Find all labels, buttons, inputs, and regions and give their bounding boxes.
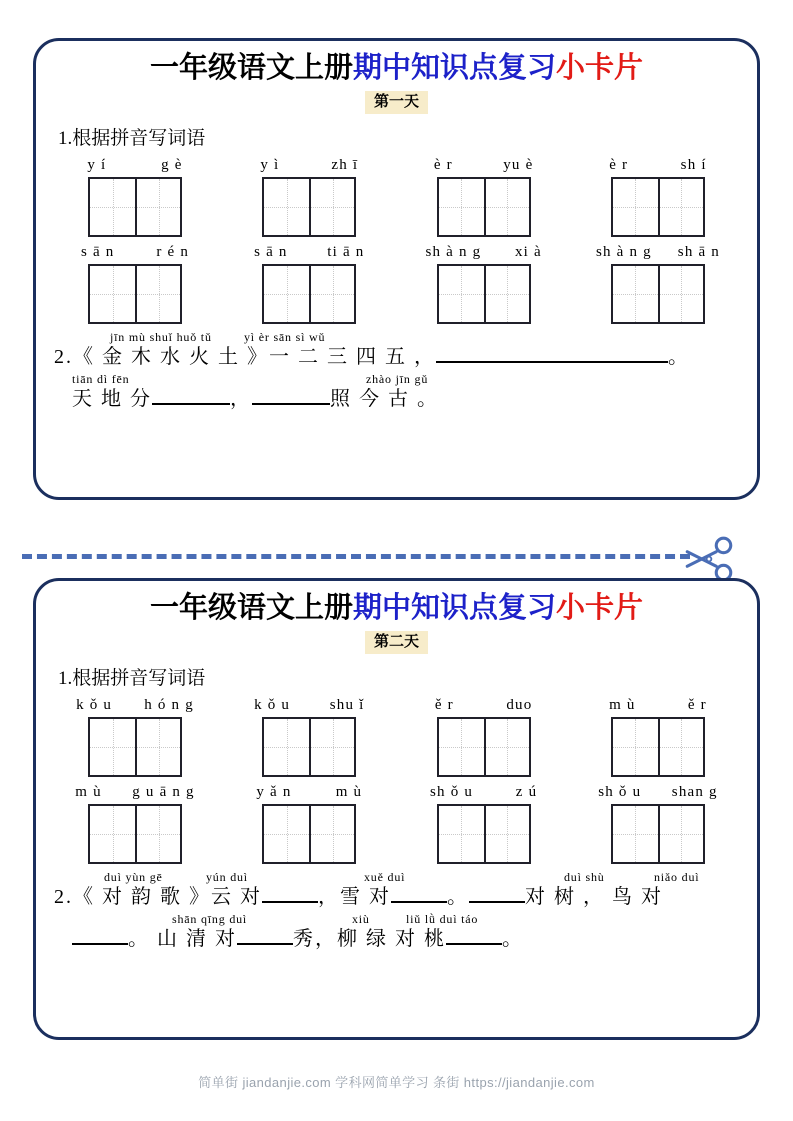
grid-cell[interactable]	[90, 806, 135, 862]
grid-cell[interactable]	[613, 806, 658, 862]
pinyin-pair	[409, 244, 559, 261]
character-grid[interactable]	[262, 177, 356, 237]
ruby-text: xuě duì	[364, 870, 406, 885]
grid-cell[interactable]	[135, 719, 180, 775]
sentence-line	[54, 330, 739, 370]
grid-cell[interactable]	[264, 719, 309, 775]
question-1-heading: 1.根据拼音写词语	[58, 668, 206, 690]
pinyin-pair	[409, 157, 559, 174]
sentence-segment: ，	[230, 388, 252, 411]
pinyin-pair	[234, 784, 384, 801]
title-red-segment: 小卡片	[556, 592, 644, 624]
card-title	[36, 592, 757, 625]
character-grid[interactable]	[88, 177, 182, 237]
grid-cell[interactable]	[90, 266, 135, 322]
pinyin-syllable: yu è	[503, 157, 534, 174]
pinyin-pair	[60, 784, 210, 801]
pinyin-pair	[583, 157, 733, 174]
answer-blank[interactable]	[252, 403, 330, 405]
grid-cell[interactable]	[309, 266, 354, 322]
pinyin-syllable: xi à	[514, 244, 542, 261]
ruby-line	[54, 870, 739, 885]
pinyin-syllable: duo	[506, 697, 533, 714]
word-block	[234, 244, 384, 324]
ruby-text: yún duì	[206, 870, 248, 885]
pinyin-syllable: shu ǐ	[329, 697, 365, 714]
day-badge: 第一天	[365, 91, 428, 114]
word-grid-row-2	[60, 777, 733, 864]
pinyin-pair	[583, 697, 733, 714]
ruby-text: tiān dì fēn	[72, 372, 130, 387]
pinyin-syllable: shan g	[671, 784, 718, 801]
character-grid[interactable]	[262, 804, 356, 864]
word-grid-row-2	[60, 237, 733, 324]
dashed-cut-line	[22, 554, 690, 559]
word-block	[234, 697, 384, 777]
grid-cell[interactable]	[484, 719, 529, 775]
ruby-text: zhào jīn gǔ	[366, 372, 429, 387]
grid-cell[interactable]	[658, 179, 703, 235]
character-grid[interactable]	[88, 717, 182, 777]
pinyin-syllable: ě r	[434, 697, 454, 714]
word-block	[60, 784, 210, 864]
grid-cell[interactable]	[309, 179, 354, 235]
ruby-text: xiù	[352, 912, 370, 927]
word-block	[60, 697, 210, 777]
grid-cell[interactable]	[264, 266, 309, 322]
grid-cell[interactable]	[613, 266, 658, 322]
sentence-text	[54, 387, 739, 412]
ruby-text: duì shù	[564, 870, 605, 885]
word-block	[583, 697, 733, 777]
grid-cell[interactable]	[658, 806, 703, 862]
grid-cell[interactable]	[658, 719, 703, 775]
pinyin-syllable: h ó n g	[144, 697, 194, 714]
pinyin-pair	[583, 244, 733, 261]
character-grid[interactable]	[437, 717, 531, 777]
answer-blank[interactable]	[391, 901, 447, 903]
sentence-segment: 天 地 分	[72, 388, 152, 411]
sentence-segment: ，雪 对	[318, 886, 391, 909]
pinyin-syllable: m ù	[609, 697, 636, 714]
character-grid[interactable]	[262, 264, 356, 324]
answer-blank[interactable]	[237, 943, 293, 945]
word-block	[409, 157, 559, 237]
ruby-text: jīn mù shuǐ huǒ tǔ	[110, 330, 212, 345]
question-2-block	[54, 330, 739, 412]
sentence-segment: 。	[447, 886, 469, 909]
pinyin-syllable: m ù	[75, 784, 102, 801]
answer-blank[interactable]	[72, 943, 128, 945]
word-block	[234, 157, 384, 237]
answer-blank[interactable]	[436, 361, 668, 363]
grid-cell[interactable]	[309, 806, 354, 862]
grid-cell[interactable]	[439, 719, 484, 775]
word-block	[60, 157, 210, 237]
title-black-segment: 一年级语文上册	[149, 52, 353, 84]
grid-cell[interactable]	[264, 806, 309, 862]
pinyin-syllable: sh ǒ u	[598, 784, 642, 801]
pinyin-syllable: m ù	[335, 784, 363, 801]
pinyin-pair	[234, 157, 384, 174]
grid-cell[interactable]	[135, 266, 180, 322]
sentence-segment: 。 山 清 对	[128, 928, 237, 951]
title-red-segment: 小卡片	[556, 52, 644, 84]
pinyin-pair	[409, 697, 559, 714]
character-grid[interactable]	[437, 804, 531, 864]
character-grid[interactable]	[611, 804, 705, 864]
grid-cell[interactable]	[90, 179, 135, 235]
character-grid[interactable]	[611, 177, 705, 237]
grid-cell[interactable]	[484, 266, 529, 322]
word-block	[409, 697, 559, 777]
character-grid[interactable]	[437, 177, 531, 237]
grid-cell[interactable]	[90, 719, 135, 775]
character-grid[interactable]	[611, 717, 705, 777]
subtitle-container	[36, 91, 757, 114]
question-1-heading: 1.根据拼音写词语	[58, 128, 206, 150]
grid-cell[interactable]	[484, 806, 529, 862]
sentence-text	[54, 927, 739, 952]
pinyin-pair	[60, 697, 210, 714]
pinyin-syllable: k ǒ u	[76, 697, 113, 714]
ruby-line	[54, 912, 739, 927]
word-block	[60, 244, 210, 324]
word-block	[234, 784, 384, 864]
pinyin-syllable: z ú	[515, 784, 538, 801]
answer-blank[interactable]	[262, 901, 318, 903]
sentence-segment: 2.《 金 木 水 火 土 》一 二 三 四 五 ，	[54, 346, 436, 369]
ruby-text: shān qīng duì	[172, 912, 248, 927]
word-block	[583, 784, 733, 864]
word-grid-row-1	[60, 690, 733, 777]
pinyin-syllable: g è	[161, 157, 183, 174]
grid-cell[interactable]	[264, 179, 309, 235]
pinyin-syllable: y í	[87, 157, 107, 174]
grid-cell[interactable]	[439, 179, 484, 235]
pinyin-pair	[60, 157, 210, 174]
grid-cell[interactable]	[613, 719, 658, 775]
sentence-text	[54, 345, 739, 370]
sentence-segment: 对 树 ， 鸟 对	[525, 886, 663, 909]
subtitle-container	[36, 631, 757, 654]
pinyin-syllable: zh ī	[331, 157, 359, 174]
question-2-block	[54, 870, 739, 952]
sentence-text	[54, 885, 739, 910]
word-block	[583, 244, 733, 324]
sentence-line	[54, 912, 739, 952]
pinyin-syllable: è r	[433, 157, 453, 174]
grid-cell[interactable]	[658, 266, 703, 322]
worksheet-card-day-one	[33, 38, 760, 500]
grid-cell[interactable]	[439, 806, 484, 862]
sentence-segment: 2.《 对 韵 歌 》云 对	[54, 886, 262, 909]
answer-blank[interactable]	[152, 403, 230, 405]
sentence-segment: 照 今 古 。	[330, 388, 439, 411]
character-grid[interactable]	[88, 264, 182, 324]
grid-cell[interactable]	[135, 806, 180, 862]
word-block	[409, 784, 559, 864]
pinyin-syllable: r é n	[156, 244, 190, 261]
pinyin-pair	[60, 244, 210, 261]
grid-cell[interactable]	[309, 719, 354, 775]
character-grid[interactable]	[437, 264, 531, 324]
pinyin-syllable: sh à n g	[425, 244, 482, 261]
cut-divider	[22, 536, 732, 580]
ruby-text: niǎo duì	[654, 870, 700, 885]
character-grid[interactable]	[88, 804, 182, 864]
sentence-line	[54, 372, 739, 412]
answer-blank[interactable]	[469, 901, 525, 903]
pinyin-syllable: ti ā n	[327, 244, 365, 261]
pinyin-syllable: k ǒ u	[254, 697, 291, 714]
answer-blank[interactable]	[446, 943, 502, 945]
ruby-text: duì yùn gē	[104, 870, 163, 885]
ruby-text: liǔ lǜ duì táo	[406, 912, 479, 927]
character-grid[interactable]	[262, 717, 356, 777]
ruby-text: yì èr sān sì wǔ	[244, 330, 326, 345]
pinyin-syllable: sh ǒ u	[430, 784, 474, 801]
ruby-line	[54, 330, 739, 345]
pinyin-syllable: sh ā n	[677, 244, 720, 261]
sentence-line	[54, 870, 739, 910]
footer-watermark: 简单街 jiandanjie.com 学科网简单学习 条街 https://jiandanjie.com	[198, 1075, 595, 1090]
sentence-segment: 。	[668, 346, 690, 369]
word-block	[583, 157, 733, 237]
worksheet-card-day-two	[33, 578, 760, 1040]
grid-cell[interactable]	[135, 179, 180, 235]
word-grid-row-1	[60, 150, 733, 237]
pinyin-syllable: g u ā n g	[132, 784, 195, 801]
grid-cell[interactable]	[439, 266, 484, 322]
pinyin-pair	[409, 784, 559, 801]
card-title	[36, 52, 757, 85]
pinyin-syllable: sh í	[680, 157, 707, 174]
pinyin-syllable: y ì	[260, 157, 280, 174]
grid-cell[interactable]	[613, 179, 658, 235]
grid-cell[interactable]	[484, 179, 529, 235]
sentence-segment: 秀，柳 绿 对 桃	[293, 928, 446, 951]
ruby-line	[54, 372, 739, 387]
title-black-segment: 一年级语文上册	[149, 592, 353, 624]
pinyin-syllable: s ā n	[254, 244, 288, 261]
title-blue-segment: 期中知识点复习	[352, 592, 556, 624]
pinyin-syllable: s ā n	[80, 244, 115, 261]
day-badge: 第二天	[365, 631, 428, 654]
pinyin-pair	[234, 244, 384, 261]
pinyin-syllable: sh à n g	[595, 244, 652, 261]
pinyin-pair	[583, 784, 733, 801]
title-blue-segment: 期中知识点复习	[352, 52, 556, 84]
sentence-segment: 。	[502, 928, 524, 951]
pinyin-syllable: y ǎ n	[256, 784, 292, 801]
pinyin-pair	[234, 697, 384, 714]
word-block	[409, 244, 559, 324]
character-grid[interactable]	[611, 264, 705, 324]
pinyin-syllable: ě r	[687, 697, 707, 714]
pinyin-syllable: è r	[609, 157, 629, 174]
